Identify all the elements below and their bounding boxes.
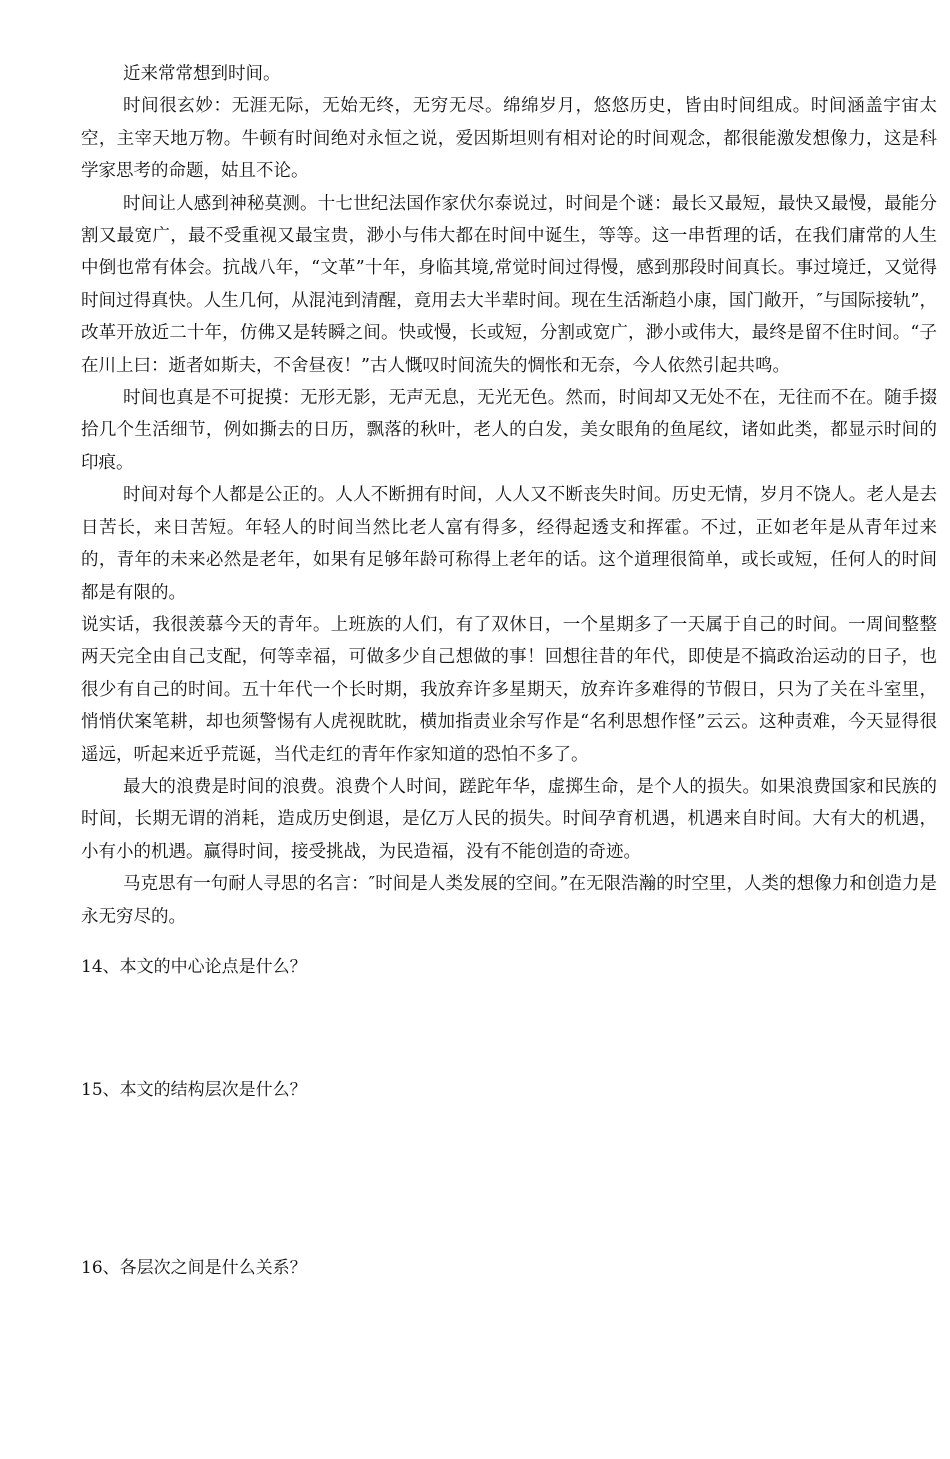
question-14: 14、本文的中心论点是什么？: [81, 956, 307, 977]
document-page: [81, 58, 937, 1282]
article-paragraph: 时间让人感到神秘莫测。十七世纪法国作家伏尔泰说过，时间是个谜：最长又最短，最快又最慢，最能分割又最宽广，最不受重视又最宝贵，渺小与伟大都在时间中诞生，等等。这一串哲理的话，在我们庸常的人生中倒也常有体会。抗战八年，“文革”十年，身临其境,常觉时间过得慢，感到那段时间真长。事过境迁，又觉得时间过得真快。人生几何，从混沌到清醒，竟用去大半辈时间。现在生活渐趋小康，国门敞开，″与国际接轨”，改革开放近二十年，仿佛又是转瞬之间。快或慢，长或短，分割或宽广，渺小或伟大，最终是留不住时间。“子在川上曰：逝者如斯夫，不舍昼夜！”古人慨叹时间流失的惆怅和无奈，今人依然引起共鸣。: [81, 193, 937, 376]
questions-section: [81, 953, 937, 1282]
article-paragraph: 近来常常想到时间。: [123, 64, 281, 84]
article-paragraph: 最大的浪费是时间的浪费。浪费个人时间，蹉跎年华，虚掷生命，是个人的损失。如果浪费国家和民族的时间，长期无谓的消耗，造成历史倒退，是亿万人民的损失。时间孕育机遇，机遇来自时间。大有大的机遇，小有小的机遇。赢得时间，接受挑战，为民造福，没有不能创造的奇迹。: [81, 776, 937, 862]
question-15: 15、本文的结构层次是什么？: [81, 1079, 307, 1100]
article-paragraph: 时间对每个人都是公正的。人人不断拥有时间，人人又不断丧失时间。历史无情，岁月不饶人。老人是去日苦长，来日苦短。年轻人的时间当然比老人富有得多，经得起透支和挥霍。不过，正如老年是从青年过来的，青年的未来必然是老年，如果有足够年龄可称得上老年的话。这个道理很简单，或长或短，任何人的时间都是有限的。: [81, 485, 937, 603]
article-paragraph: 时间也真是不可捉摸：无形无影，无声无息，无光无色。然而，时间却又无处不在，无往而不在。随手掇拾几个生活细节，例如撕去的日历，飘落的秋叶，老人的白发，美女眼角的鱼尾纹，诸如此类，都显示时间的印痕。: [81, 388, 937, 473]
article-body: [81, 58, 937, 933]
question-16: 16、各层次之间是什么关系？: [81, 1257, 307, 1278]
article-paragraph: 马克思有一句耐人寻思的名言：″时间是人类发展的空间。”在无限浩瀚的时空里，人类的想像力和创造力是永无穷尽的。: [81, 874, 937, 927]
article-paragraph: 说实话，我很羡慕今天的青年。上班族的人们，有了双休日，一个星期多了一天属于自己的时间。一周间整整两天完全由自己支配，何等幸福，可做多少自己想做的事！回想往昔的年代，即使是不搞政治运动的日子，也很少有自己的时间。五十年代一个长时期，我放弃许多星期天，放弃许多难得的节假日，只为了关在斗室里，悄悄伏案笔耕，却也须警惕有人虎视眈眈，横加指责业余写作是“名利思想作怪”云云。这种责难，今天显得很遥远，听起来近乎荒诞，当代走红的青年作家知道的恐怕不多了。: [81, 614, 937, 765]
article-paragraph: 时间很玄妙：无涯无际，无始无终，无穷无尽。绵绵岁月，悠悠历史，皆由时间组成。时间涵盖宇宙太空，主宰天地万物。牛顿有时间绝对永恒之说，爱因斯坦则有相对论的时间观念，都很能激发想像力，这是科学家思考的命题，姑且不论。: [81, 96, 937, 182]
